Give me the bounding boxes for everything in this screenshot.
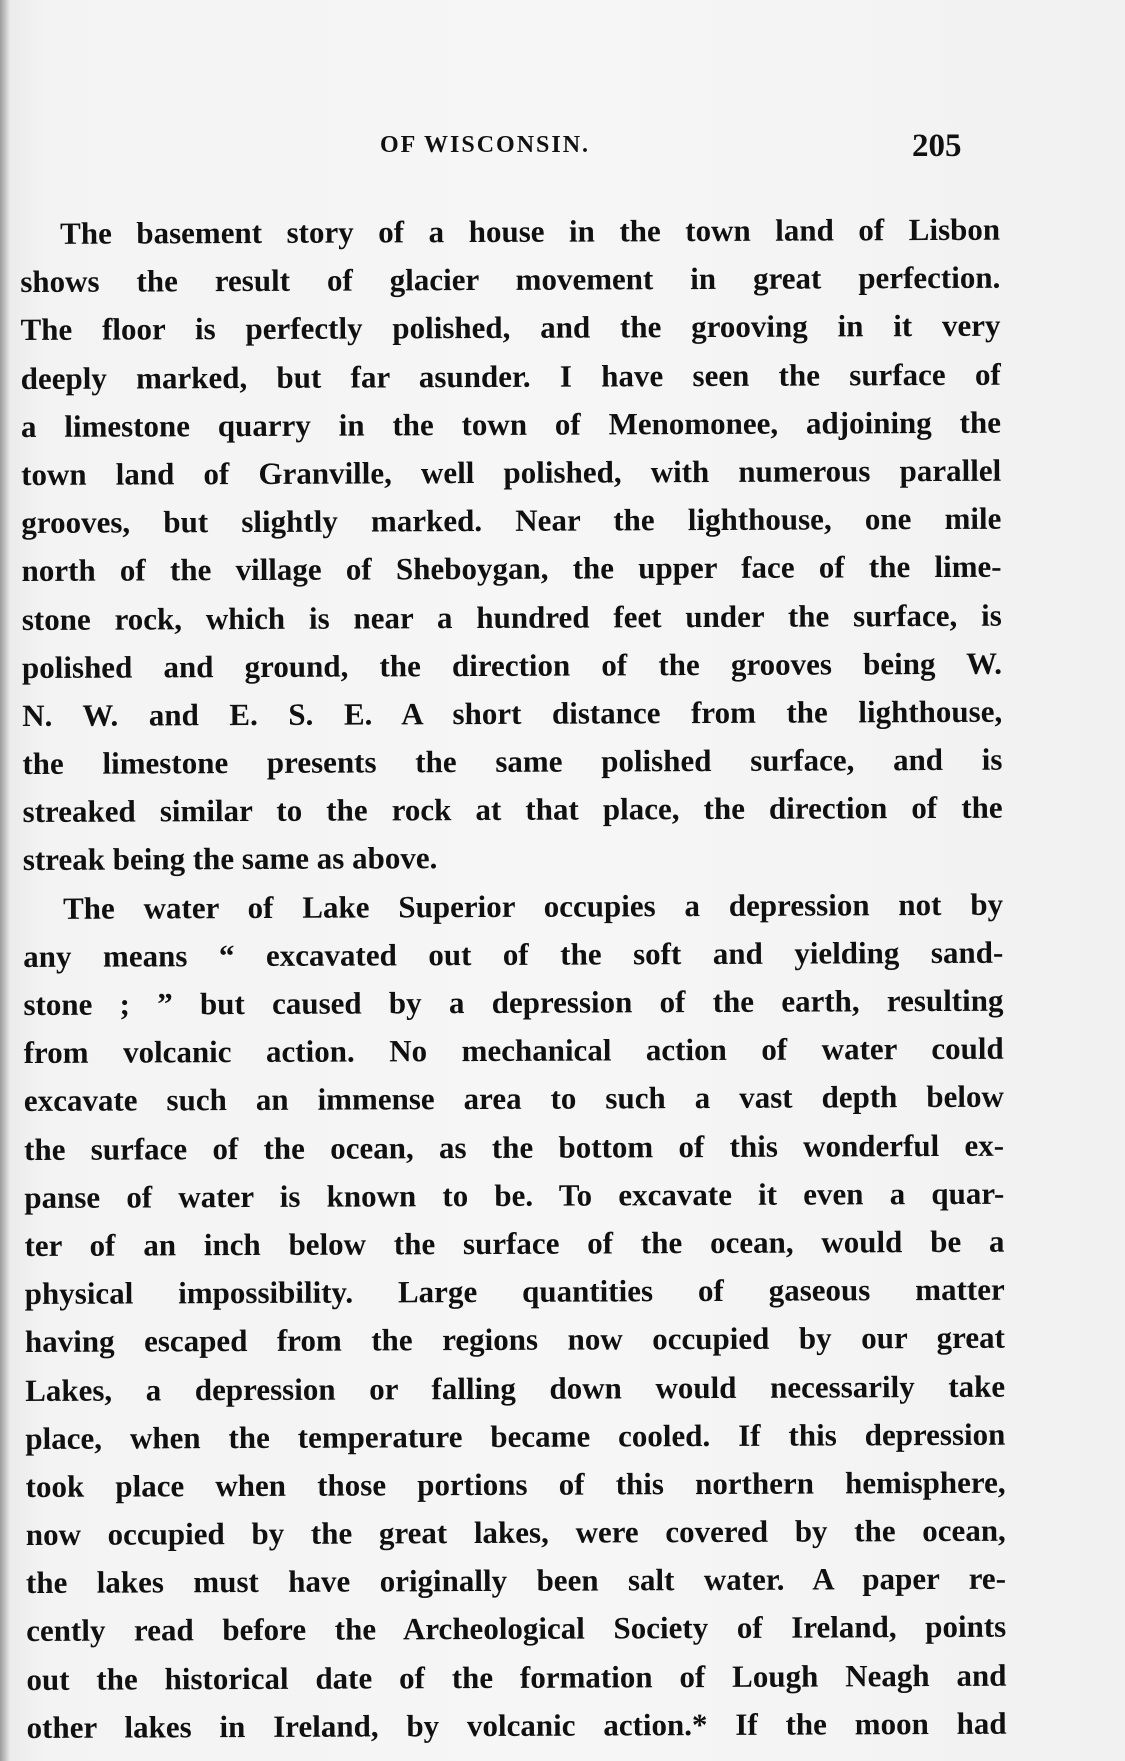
text-line: The floor is perfectly polished, and the grooving in it very <box>20 308 1001 348</box>
text-line: Lakes, a depression or falling down would necessarily take <box>25 1368 1006 1408</box>
text-line: north of the village of Sheboygan, the upper face of the lime- <box>21 549 1002 589</box>
spine-shadow <box>0 0 10 1761</box>
text-line: the limestone presents the same polished surface, and is <box>22 741 1003 782</box>
text-line: the lakes must have originally been salt water. A paper re- <box>25 1560 1007 1601</box>
text-line: having escaped from the regions now occupied by our great <box>24 1320 1006 1360</box>
text-line: shows the result of glacier movement in great perfection. <box>20 259 1001 300</box>
text-line: out the historical date of the formation of Lough Neagh and <box>26 1657 1007 1697</box>
text-line: panse of water is known to be. To excavate it even a quar- <box>24 1175 1005 1215</box>
text-line: streak being the same as above. <box>22 840 438 878</box>
text-line: now occupied by the great lakes, were covered by the ocean, <box>25 1512 1006 1553</box>
text-line: from volcanic action. No mechanical action of water could <box>23 1030 1004 1071</box>
text-line: excavate such an immense area to such a vast depth below <box>23 1079 1004 1119</box>
text-line: The water of Lake Superior occupies a depression not by <box>62 886 1004 926</box>
text-line: streaked similar to the rock at that place, the direction of the <box>22 789 1003 830</box>
text-line: ter of an inch below the surface of the ocean, would be a <box>24 1223 1005 1263</box>
page-number: 205 <box>912 128 962 164</box>
text-line: stone rock, which is near a hundred feet under the surface, is <box>21 597 1002 637</box>
text-line: polished and ground, the direction of the grooves being W. <box>21 645 1003 685</box>
text-line: any means “ excavated out of the soft and yielding sand- <box>23 934 1004 974</box>
text-line: The basement story of a house in the town land of Lisbon <box>60 211 1001 251</box>
text-line: grooves, but slightly marked. Near the lighthouse, one mile <box>21 500 1002 541</box>
text-line: cently read before the Archeological Society of Ireland, points <box>26 1609 1007 1649</box>
text-line: N. W. and E. S. E. A short distance from the lighthouse, <box>22 693 1003 733</box>
text-line: the surface of the ocean, as the bottom of this wonderful ex- <box>24 1127 1005 1167</box>
body-text <box>20 206 1007 1752</box>
text-line: town land of Granville, well polished, with numerous parallel <box>21 452 1002 492</box>
text-line: other lakes in Ireland, by volcanic action.* If the moon had <box>26 1705 1007 1745</box>
text-line: physical impossibility. Large quantities of gaseous matter <box>24 1271 1005 1312</box>
text-line: a limestone quarry in the town of Menomonee, adjoining the <box>20 404 1002 444</box>
text-line: deeply marked, but far asunder. I have seen the surface of <box>20 356 1001 396</box>
running-title: OF WISCONSIN. <box>380 132 591 158</box>
paragraph-1 <box>20 206 1003 885</box>
text-line: stone ; ” but caused by a depression of the earth, resulting <box>23 982 1004 1022</box>
paragraph-2 <box>23 880 1007 1752</box>
text-line: place, when the temperature became cooled. If this depression <box>25 1416 1006 1456</box>
running-head <box>0 128 1125 172</box>
text-line: took place when those portions of this northern hemisphere, <box>25 1464 1006 1504</box>
